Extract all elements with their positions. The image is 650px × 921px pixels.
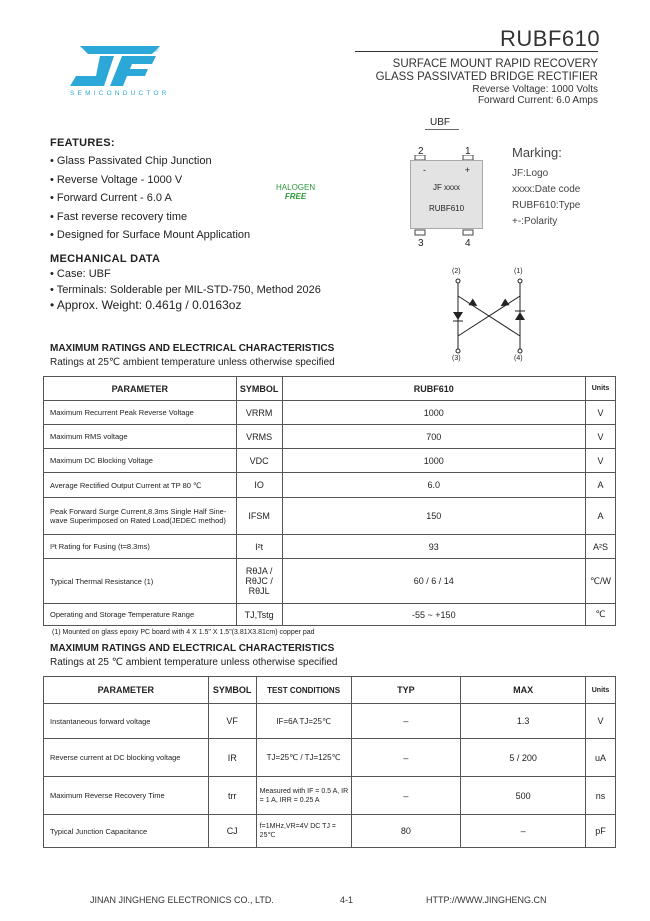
col-header: PARAMETER (44, 677, 209, 704)
footer-url[interactable]: HTTP://WWW.JINGHENG.CN (426, 895, 547, 905)
mechanical-item: • Case: UBF (50, 268, 111, 280)
ratings2-subtitle: Ratings at 25 ℃ ambient temperature unless otherwise specified (50, 657, 338, 668)
feature-item: • Reverse Voltage - 1000 V (50, 173, 183, 186)
table-row: Average Rectified Output Current at TP 80 ℃ IO 6.0 A (44, 473, 616, 498)
table-row: Reverse current at DC blocking voltage IR TJ=25℃ / TJ=125℃ – 5 / 200 uA (44, 739, 616, 777)
chip-date-code: JF xxxx (432, 183, 461, 192)
col-header: TEST CONDITIONS (256, 677, 351, 704)
features-title: FEATURES: (50, 137, 115, 149)
footer-page: 4-1 (340, 895, 354, 905)
package-underline (425, 129, 459, 130)
pin-label-2: 2 (418, 146, 424, 157)
table-row: Maximum Reverse Recovery Time trr Measured with IF = 0.5 A, IR = 1 A, IRR = 0.25 A – 500 ns (44, 777, 616, 815)
svg-text:®: ® (154, 48, 159, 54)
col-header: RUBF610 (282, 377, 585, 401)
header-divider (355, 51, 598, 52)
col-header: SYMBOL (208, 677, 256, 704)
table-row: I²t Rating for Fusing (t=8.3ms) I²t 93 A²S (44, 535, 616, 559)
table-row: Typical Thermal Resistance (1) RθJA / RθJC / RθJL 60 / 6 / 14 ℃/W (44, 559, 616, 604)
mechanical-list (50, 267, 321, 314)
table-row: Typical Junction Capacitance CJ f=1MHz,VR=4V DC TJ = 25℃ 80 – pF (44, 815, 616, 848)
product-title: SURFACE MOUNT RAPID RECOVERY GLASS PASSIVATED BRIDGE RECTIFIER (375, 58, 598, 83)
footnote: (1) Mounted on glass epoxy PC board with 4 X 1.5" X 1.5"(3.81X3.81cm) copper pad (52, 629, 315, 636)
marking-item: +-:Polarity (512, 216, 558, 227)
marking-list (512, 166, 580, 230)
part-number: RUBF610 (500, 26, 601, 51)
table-row: Maximum Recurrent Peak Reverse Voltage VRRM 1000 V (44, 401, 616, 425)
ratings2-table (43, 676, 616, 848)
ratings1-subtitle: Ratings at 25℃ ambient temperature unless otherwise specified (50, 357, 335, 368)
mechanical-section (50, 253, 321, 314)
ratings1-heading (50, 343, 335, 368)
features-section (50, 137, 250, 245)
feature-item: • Designed for Surface Mount Application (50, 229, 251, 241)
ratings2-heading (50, 643, 338, 668)
table-row: Peak Forward Surge Current,8.3ms Single Half Sine-wave Superimposed on Rated Load(JEDEC method) IFSM 150 A (44, 498, 616, 535)
mechanical-title: MECHANICAL DATA (50, 253, 161, 265)
col-header: Units (585, 677, 615, 704)
col-header: Units (585, 377, 615, 401)
footer-company: JINAN JINGHENG ELECTRONICS CO., LTD. (90, 895, 274, 905)
polarity-plus: + (464, 165, 470, 175)
col-header: PARAMETER (44, 377, 237, 401)
pin-label-3: 3 (418, 238, 424, 249)
bridge-circuit-diagram (448, 276, 528, 356)
marking-item: JF:Logo (512, 168, 549, 179)
ratings1-title: MAXIMUM RATINGS AND ELECTRICAL CHARACTERISTICS (50, 343, 335, 354)
col-header: TYP (351, 677, 461, 704)
diagram-pin-3: (3) (452, 355, 461, 362)
package-name: UBF (430, 117, 450, 128)
mechanical-item: • Terminals: Solderable per MIL-STD-750, Method 2026 (50, 283, 321, 296)
feature-item: • Glass Passivated Chip Junction (50, 155, 212, 167)
table-row: Maximum DC Blocking Voltage VDC 1000 V (44, 449, 616, 473)
package-chip (410, 160, 483, 229)
ratings2-title: MAXIMUM RATINGS AND ELECTRICAL CHARACTERISTICS (50, 643, 335, 654)
table-row: Maximum RMS voltage VRMS 700 V (44, 425, 616, 449)
pin-label-4: 4 (465, 238, 471, 249)
marking-item: RUBF610:Type (512, 200, 581, 211)
col-header: SYMBOL (236, 377, 282, 401)
feature-item: • Fast reverse recovery time (50, 210, 188, 223)
marking-item: xxxx:Date code (512, 184, 581, 195)
pin-label-1: 1 (465, 146, 471, 157)
table-row: Operating and Storage Temperature Range TJ,Tstg -55 ~ +150 ℃ (44, 604, 616, 626)
mechanical-item: • Approx. Weight: 0.461g / 0.0163oz (50, 298, 242, 312)
diagram-pin-1: (1) (514, 268, 523, 275)
marking-title: Marking: (512, 145, 562, 160)
features-list (50, 152, 250, 245)
polarity-minus: - (423, 165, 426, 175)
table-row: Instantaneous forward voltage VF IF=6A TJ=25℃ – 1.3 V (44, 704, 616, 739)
ratings1-table (43, 376, 616, 626)
halogen-free-badge: HALOGEN FREE (276, 183, 316, 201)
col-header: MAX (461, 677, 586, 704)
chip-type: RUBF610 (428, 204, 465, 213)
diagram-pin-4: (4) (514, 355, 523, 362)
feature-item: • Forward Current - 6.0 A (50, 192, 172, 204)
company-tagline: SEMICONDUCTOR (70, 90, 170, 97)
company-logo (70, 46, 160, 90)
product-summary: Reverse Voltage: 1000 Volts Forward Current: 6.0 Amps (472, 84, 598, 106)
diagram-pin-2: (2) (452, 268, 461, 275)
